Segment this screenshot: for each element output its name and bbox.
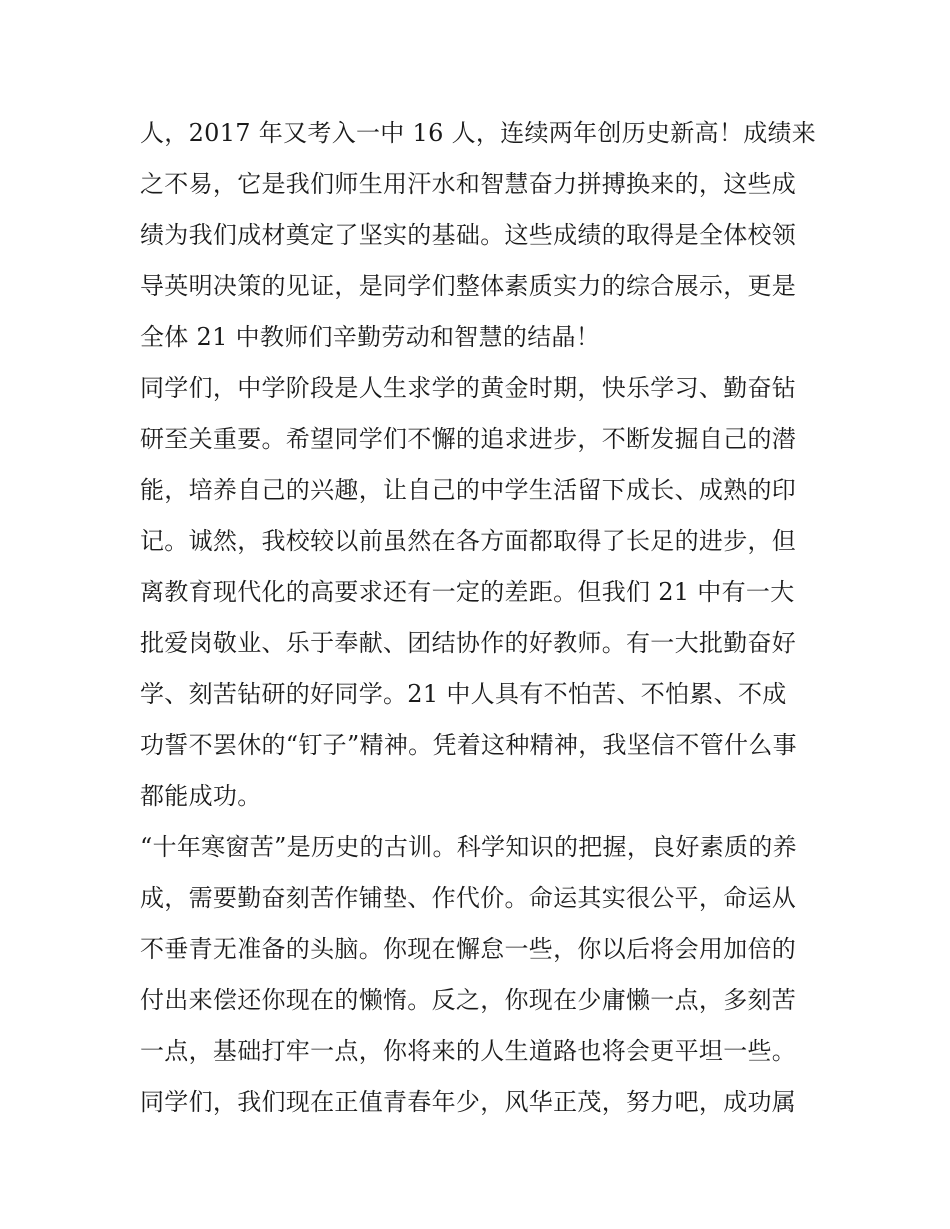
text-line: 同学们，我们现在正值青春年少，风华正茂，努力吧，成功属 — [140, 1088, 797, 1116]
text-line: 能，培养自己的兴趣，让自己的中学生活留下成长、成熟的印 — [140, 476, 797, 504]
text-line: 记。诚然，我校较以前虽然在各方面都取得了长足的进步，但 — [140, 527, 797, 555]
text-line: 同学们，中学阶段是人生求学的黄金时期，快乐学习、勤奋钻 — [140, 374, 797, 402]
text-line: 绩为我们成材奠定了坚实的基础。这些成绩的取得是全体校领 — [140, 221, 797, 249]
text-line: 成，需要勤奋刻苦作铺垫、作代价。命运其实很公平，命运从 — [140, 884, 797, 912]
text-line: 全体 21 中教师们辛勤劳动和智慧的结晶！ — [140, 323, 601, 351]
text-line: 学、刻苦钻研的好同学。21 中人具有不怕苦、不怕累、不成 — [140, 680, 787, 708]
text-line: 批爱岗敬业、乐于奉献、团结协作的好教师。有一大批勤奋好 — [140, 629, 797, 657]
text-line: 研至关重要。希望同学们不懈的追求进步，不断发掘自己的潜 — [140, 425, 797, 453]
text-line: 一点，基础打牢一点，你将来的人生道路也将会更平坦一些。 — [140, 1037, 797, 1065]
text-line: 离教育现代化的高要求还有一定的差距。但我们 21 中有一大 — [140, 578, 795, 606]
text-line: 人，2017 年又考入一中 16 人，连续两年创历史新高！成绩来 — [140, 119, 817, 147]
body-text — [140, 108, 820, 1128]
text-line: 导英明决策的见证，是同学们整体素质实力的综合展示，更是 — [140, 272, 797, 300]
text-line: 不垂青无准备的头脑。你现在懈怠一些，你以后将会用加倍的 — [140, 935, 797, 963]
text-line: 都能成功。 — [140, 782, 262, 810]
text-line: 功誓不罢休的“钉子”精神。凭着这种精神，我坚信不管什么事 — [140, 731, 797, 759]
text-line: 之不易，它是我们师生用汗水和智慧奋力拼搏换来的，这些成 — [140, 170, 797, 198]
text-line: 付出来偿还你现在的懒惰。反之，你现在少庸懒一点，多刻苦 — [140, 986, 797, 1014]
text-line: “十年寒窗苦”是历史的古训。科学知识的把握，良好素质的养 — [140, 833, 797, 861]
